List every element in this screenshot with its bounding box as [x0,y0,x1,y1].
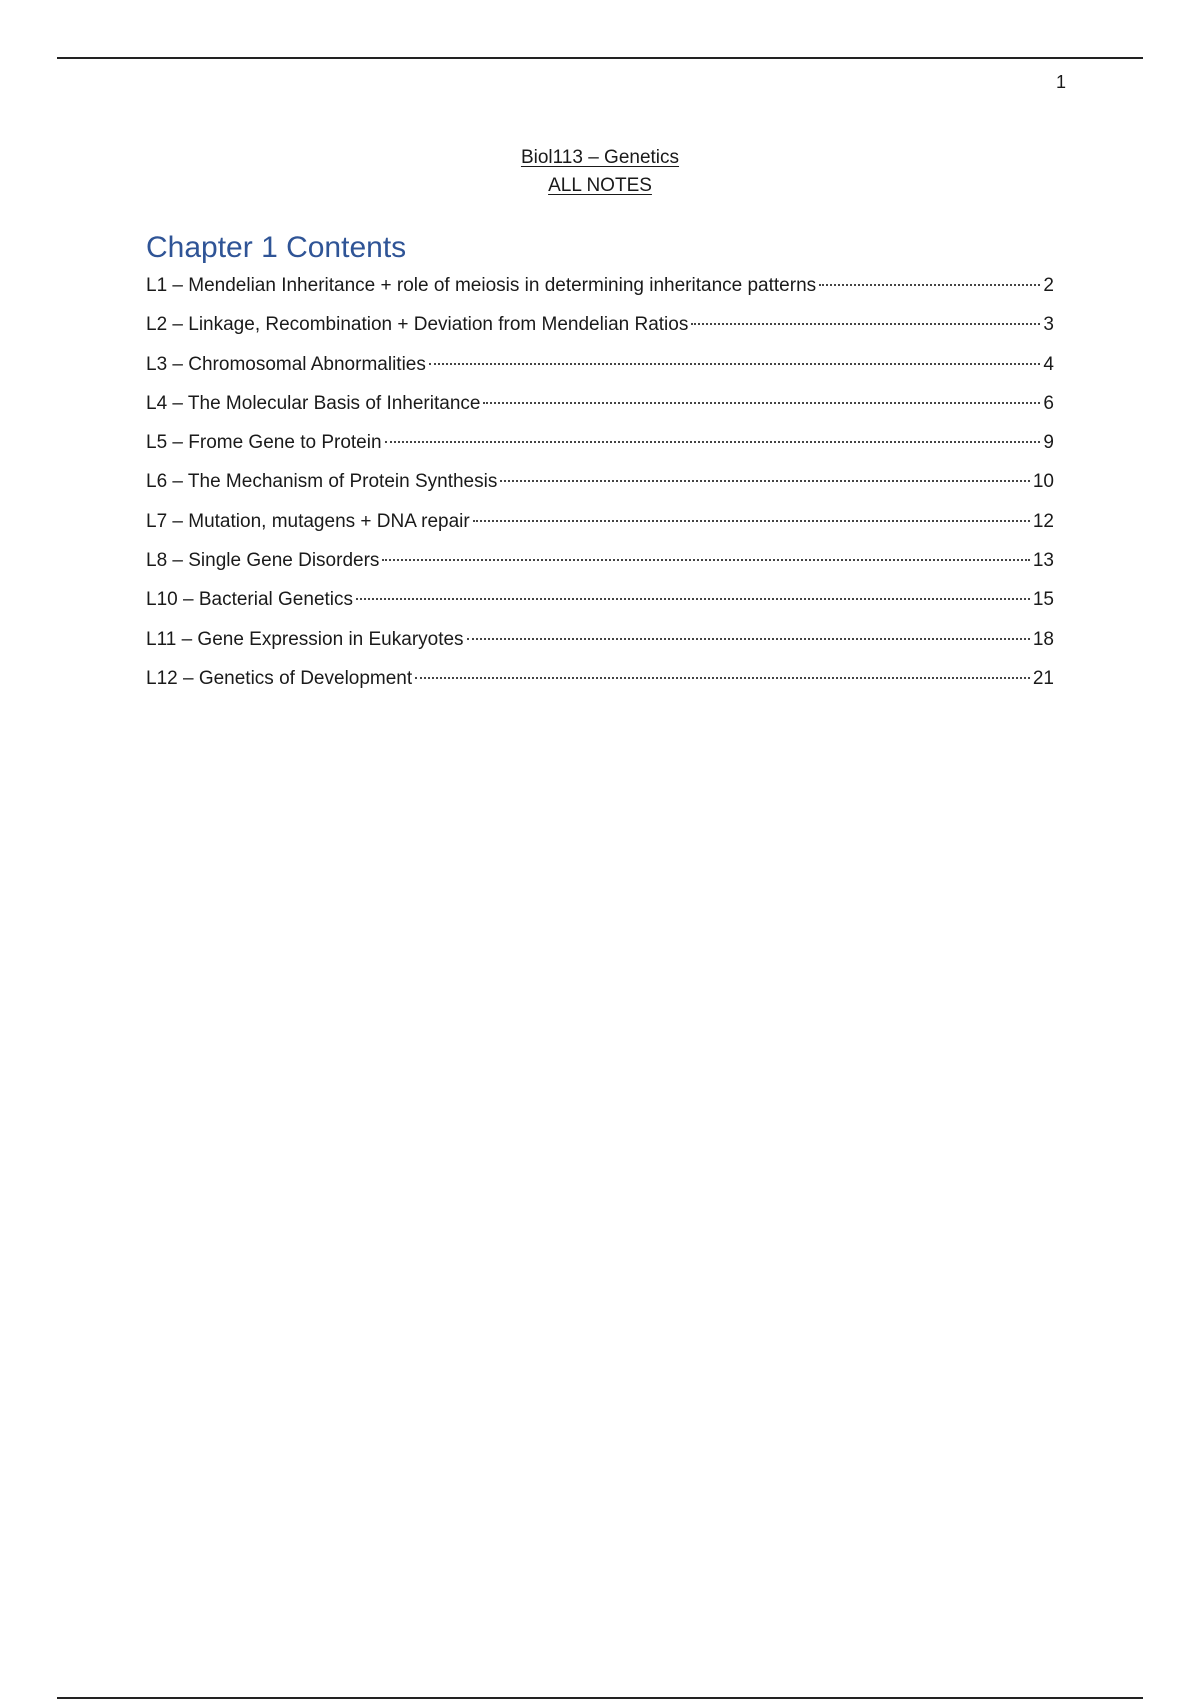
toc-entry-title[interactable]: L1 – Mendelian Inheritance + role of meiosis in determining inheritance patterns [146,275,817,296]
toc-entry[interactable] [146,502,1054,541]
toc-entry-page[interactable]: 6 [1043,392,1054,414]
toc-entry-title[interactable]: L5 – Frome Gene to Protein [146,432,382,454]
toc-entry-title[interactable]: L2 – Linkage, Recombination + Deviation from Mendelian Ratios [146,314,689,336]
toc-entry-page[interactable]: 15 [1032,589,1054,611]
toc-entry-title[interactable]: L8 – Single Gene Disorders [146,550,380,572]
toc-entry-page[interactable]: 3 [1043,314,1054,336]
dot-leader [356,598,1030,600]
toc-entry[interactable] [146,384,1054,423]
document-title: Biol113 – Genetics [520,147,680,168]
toc-entry[interactable] [146,462,1054,501]
dot-leader [691,323,1040,325]
dot-leader [483,402,1040,404]
toc-entry[interactable] [146,620,1054,659]
document-subtitle: ALL NOTES [548,175,652,196]
toc-entry-page[interactable]: 2 [1043,275,1054,296]
toc-entry[interactable] [146,580,1054,619]
toc-entry[interactable] [146,345,1054,384]
header-rule [57,57,1143,59]
toc-entry-title[interactable]: L4 – The Molecular Basis of Inheritance [146,392,481,414]
toc-entry-page[interactable]: 12 [1032,510,1054,532]
toc-entry-page[interactable]: 21 [1032,667,1054,689]
toc-entry[interactable] [146,305,1054,344]
toc-entry-title[interactable]: L12 – Genetics of Development [146,667,413,689]
footer-rule [57,1697,1143,1699]
toc-entry-page[interactable]: 10 [1032,471,1054,493]
dot-leader [467,638,1030,640]
table-of-contents [146,266,1054,698]
page-number: 1 [1055,72,1066,92]
dot-leader [429,363,1041,365]
toc-entry-page[interactable]: 13 [1032,550,1054,572]
toc-heading: Chapter 1 Contents [146,231,407,264]
toc-entry[interactable] [146,541,1054,580]
dot-leader [819,284,1040,286]
dot-leader [473,520,1030,522]
toc-entry[interactable] [146,423,1054,462]
dot-leader [385,441,1041,443]
toc-entry-page[interactable]: 4 [1043,353,1054,375]
toc-entry-title[interactable]: L7 – Mutation, mutagens + DNA repair [146,510,470,532]
document-titles [0,144,1200,200]
toc-entry-title[interactable]: L10 – Bacterial Genetics [146,589,354,611]
toc-entry-page[interactable]: 18 [1032,628,1054,650]
toc-entry-page[interactable]: 9 [1043,432,1054,454]
toc-entry-title[interactable]: L6 – The Mechanism of Protein Synthesis [146,471,498,493]
toc-entry-title[interactable]: L11 – Gene Expression in Eukaryotes [146,628,464,650]
toc-entry[interactable] [146,266,1054,305]
toc-entry[interactable] [146,659,1054,698]
dot-leader [500,480,1030,482]
dot-leader [382,559,1029,561]
dot-leader [415,677,1030,679]
toc-entry-title[interactable]: L3 – Chromosomal Abnormalities [146,353,426,375]
